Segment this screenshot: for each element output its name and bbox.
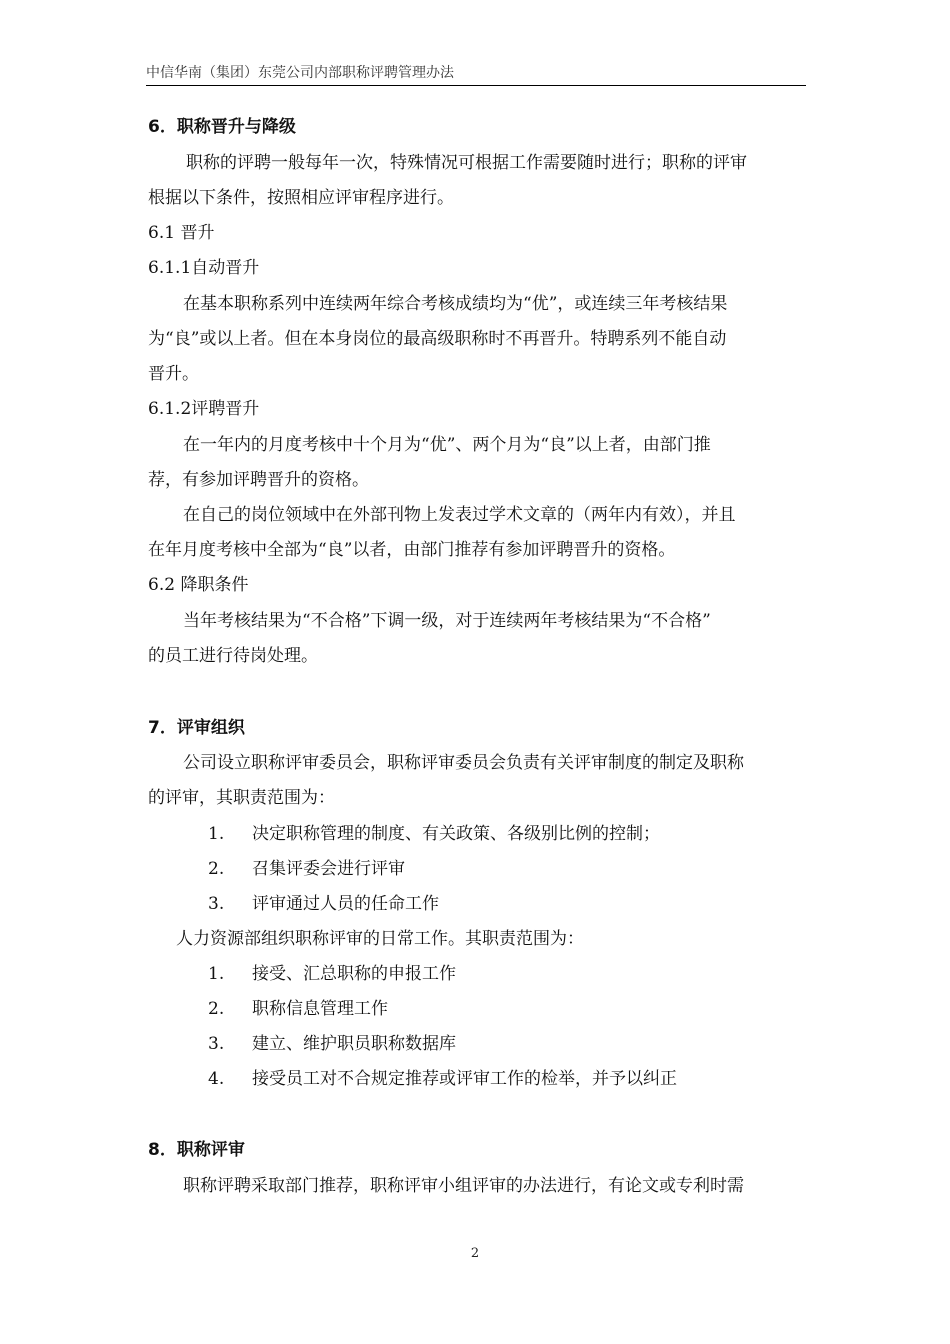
section-6-2-line-1: 当年考核结果为“不合格”下调一级，对于连续两年考核结果为“不合格”: [183, 611, 711, 631]
hr-list-item: [208, 996, 388, 1022]
list-text: 评审通过人员的任命工作: [252, 894, 439, 914]
section-8-heading: 8．职称评审: [148, 1140, 245, 1160]
list-text: 决定职称管理的制度、有关政策、各级别比例的控制；: [252, 824, 660, 844]
list-number: 3.: [208, 1034, 225, 1054]
committee-list-item: [208, 821, 660, 847]
section-6-1-heading: 6.1 晋升: [148, 223, 215, 243]
section-6-1-1-line-2: 为“良”或以上者。但在本身岗位的最高级职称时不再晋升。特聘系列不能自动: [148, 329, 727, 349]
list-text: 建立、维护职员职称数据库: [252, 1034, 456, 1054]
list-number: 3.: [208, 894, 225, 914]
section-8-intro-line-1: 职称评聘采取部门推荐，职称评审小组评审的办法进行，有论文或专利时需: [183, 1176, 744, 1196]
section-6-1-1-line-3: 晋升。: [148, 364, 199, 384]
section-6-1-1-heading: 6.1.1自动晋升: [148, 258, 260, 278]
list-text: 接受员工对不合规定推荐或评审工作的检举，并予以纠正: [252, 1069, 677, 1089]
section-6-2-heading: 6.2 降职条件: [148, 575, 249, 595]
committee-list-item: [208, 856, 405, 882]
section-6-intro-line-1: 职称的评聘一般每年一次，特殊情况可根据工作需要随时进行；职称的评审: [186, 153, 747, 173]
list-number: 2.: [208, 999, 225, 1019]
section-6-1-2-heading: 6.1.2评聘晋升: [148, 399, 260, 419]
list-text: 召集评委会进行评审: [252, 859, 405, 879]
section-6-1-1-line-1: 在基本职称系列中连续两年综合考核成绩均为“优”，或连续三年考核结果: [183, 294, 728, 314]
list-number: 1.: [208, 824, 225, 844]
section-7-heading: 7．评审组织: [148, 718, 245, 738]
hr-list-item: [208, 1031, 456, 1057]
list-number: 4.: [208, 1069, 225, 1089]
hr-list-item: [208, 1066, 677, 1092]
section-6-heading: 6．职称晋升与降级: [148, 117, 296, 137]
section-7-intro-line-1: 公司设立职称评审委员会，职称评审委员会负责有关评审制度的制定及职称: [183, 753, 744, 773]
list-text: 接受、汇总职称的申报工作: [252, 964, 456, 984]
hr-list-item: [208, 961, 456, 987]
page-header: 中信华南（集团）东莞公司内部职称评聘管理办法: [146, 64, 806, 86]
list-text: 职称信息管理工作: [252, 999, 388, 1019]
section-6-2-line-2: 的员工进行待岗处理。: [148, 646, 318, 666]
list-number: 1.: [208, 964, 225, 984]
section-6-1-2-p1-line-1: 在一年内的月度考核中十个月为“优”、两个月为“良”以上者，由部门推: [183, 435, 711, 455]
hr-intro: 人力资源部组织职称评审的日常工作。其职责范围为：: [176, 929, 584, 949]
section-6-intro-line-2: 根据以下条件，按照相应评审程序进行。: [148, 188, 454, 208]
section-7-intro-line-2: 的评审，其职责范围为：: [148, 788, 335, 808]
committee-list-item: [208, 891, 439, 917]
section-6-1-2-p2-line-1: 在自己的岗位领域中在外部刊物上发表过学术文章的（两年内有效），并且: [183, 505, 736, 525]
page-number: 2: [470, 1246, 480, 1261]
list-number: 2.: [208, 859, 225, 879]
section-6-1-2-p2-line-2: 在年月度考核中全部为“良”以者，由部门推荐有参加评聘晋升的资格。: [148, 540, 676, 560]
section-6-1-2-p1-line-2: 荐，有参加评聘晋升的资格。: [148, 470, 369, 490]
